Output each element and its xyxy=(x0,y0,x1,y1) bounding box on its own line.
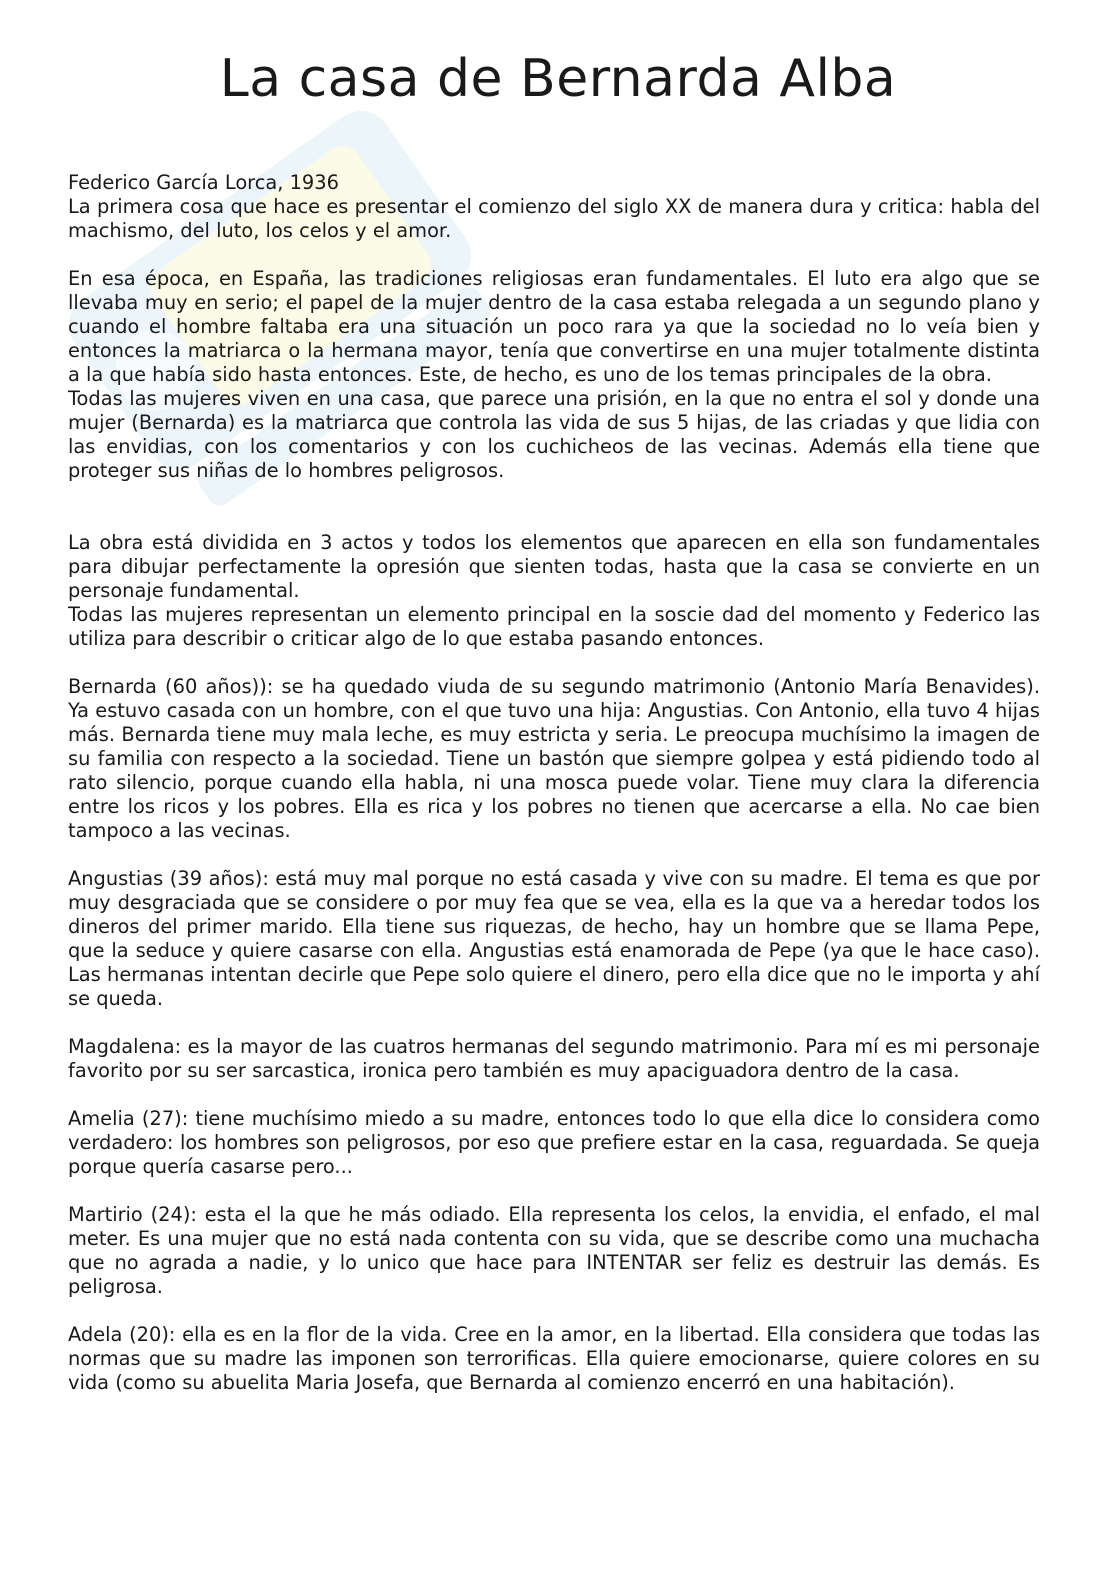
paragraph-intro: La primera cosa que hace es presentar el comienzo del siglo XX de manera dura y critica: habla del machismo, del luto, los celos y el amor. xyxy=(68,195,1040,242)
paragraph-house: Todas las mujeres viven en una casa, que parece una prisión, en la que no entra el sol y donde una mujer (Bernarda) es la matriarca que controla las vida de sus 5 hijas, de las criadas y que lidia con las envidias, con los comentarios y con los cuchicheos de las vecinas. Además ella tiene que proteger sus niñas de lo hombres peligrosos. xyxy=(68,387,1040,482)
paragraph-bernarda: Bernarda (60 años)): se ha quedado viuda de su segundo matrimonio (Antonio María Benavides). Ya estuvo casada con un hombre, con el que tuvo una hija: Angustias. Con Antonio, ella tuvo 4 hijas más. Bernarda tiene muy mala leche, es muy estricta y seria. Le preocupa muchísimo la imagen de su familia con respecto a la sociedad. Tiene un bastón que siempre golpea y está pidiendo todo al rato silencio, porque cuando ella habla, ni una mosca puede volar. Tiene muy clara la diferencia entre los ricos y los pobres. Ella es rica y los pobres no tienen que acercarse a ella. No cae bien tampoco a las vecinas. xyxy=(68,675,1040,842)
paragraph-context: En esa época, en España, las tradiciones religiosas eran fundamentales. El luto era algo que se llevaba muy en serio; el papel de la mujer dentro de la casa estaba relegada a un segundo plano y cuando el hombre faltaba era una situación un poco rara ya que la sociedad no lo veía bien y entonces la matriarca o la hermana mayor, tenía que convertirse en una mujer totalmente distinta a la que había sido hasta entonces. Este, de hecho, es uno de los temas principales de la obra. xyxy=(68,267,1040,386)
paragraph-amelia: Amelia (27): tiene muchísimo miedo a su madre, entonces todo lo que ella dice lo considera como verdadero: los hombres son peligrosos, por eso que prefiere estar en la casa, reguardada. Se queja porque quería casarse pero... xyxy=(68,1107,1040,1178)
author-line: Federico García Lorca, 1936 xyxy=(68,171,339,194)
paragraph-spacer xyxy=(68,483,1040,531)
paragraph-spacer xyxy=(68,1083,1040,1107)
paragraph-martirio: Martirio (24): esta el la que he más odiado. Ella representa los celos, la envidia, el enfado, el mal meter. Es una mujer que no está nada contenta con su vida, que se describe como una muchacha que no agrada a nadie, y lo unico que hace para INTENTAR ser feliz es destruir las demás. Es peligrosa. xyxy=(68,1203,1040,1298)
paragraph-spacer xyxy=(68,243,1040,267)
paragraph-women: Todas las mujeres representan un elemento principal en la soscie dad del momento y Federico las utiliza para describir o criticar algo de lo que estaba pasando entonces. xyxy=(68,603,1040,650)
paragraph-spacer xyxy=(68,1299,1040,1323)
paragraph-spacer xyxy=(68,1011,1040,1035)
paragraph-adela: Adela (20): ella es en la flor de la vida. Cree en la amor, en la libertad. Ella considera que todas las normas que su madre las imponen son terrorificas. Ella quiere emocionarse, quiere colores en su vida (como su abuelita Maria Josefa, que Bernarda al comienzo encerró en una habitación). xyxy=(68,1323,1040,1394)
paragraph-magdalena: Magdalena: es la mayor de las cuatros hermanas del segundo matrimonio. Para mí es mi personaje favorito por su ser sarcastica, ironica pero también es muy apaciguadora dentro de la casa. xyxy=(68,1035,1040,1082)
paragraph-spacer xyxy=(68,1179,1040,1203)
paragraph-angustias: Angustias (39 años): está muy mal porque no está casada y vive con su madre. El tema es que por muy desgraciada que se considere o por muy fea que se vea, ella es la que va a heredar todos los dineros del primer marido. Ella tiene sus riquezas, de hecho, hay un hombre que se llama Pepe, que la seduce y quiere casarse con ella. Angustias está enamorada de Pepe (ya que le hace caso). Las hermanas intentan decirle que Pepe solo quiere el dinero, pero ella dice que no le importa y ahí se queda. xyxy=(68,867,1040,1010)
paragraph-spacer xyxy=(68,843,1040,867)
paragraph-spacer xyxy=(68,651,1040,675)
document-body xyxy=(68,171,1040,1395)
page-title: La casa de Bernarda Alba xyxy=(219,49,897,109)
paragraph-structure: La obra está dividida en 3 actos y todos los elementos que aparecen en ella son fundamentales para dibujar perfectamente la opresión que sienten todas, hasta que la casa se convierte en un personaje fundamental. xyxy=(68,531,1040,602)
